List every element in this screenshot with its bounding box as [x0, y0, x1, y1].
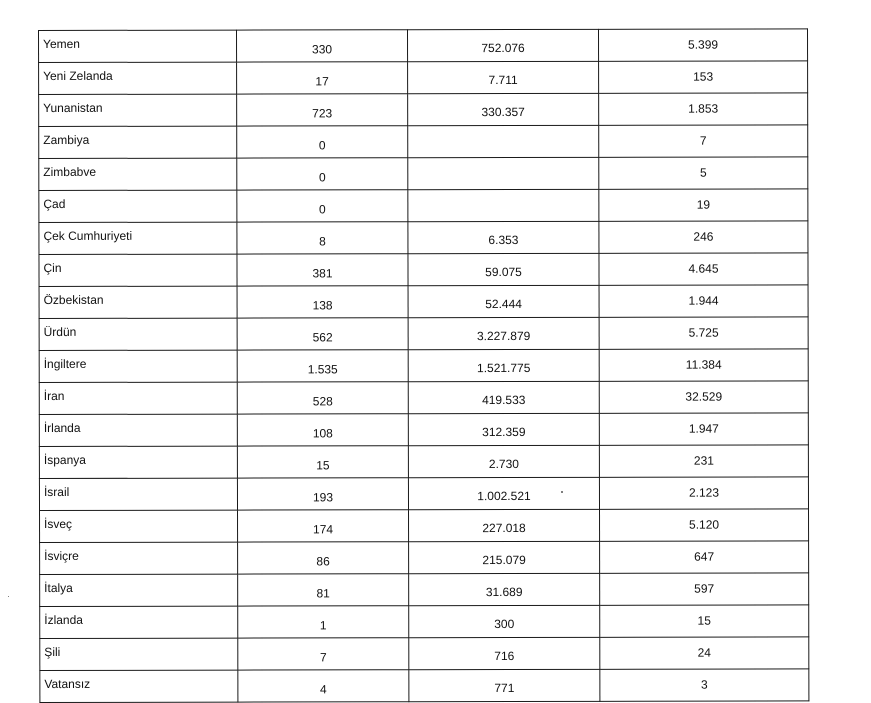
amount-cell: 59.075	[408, 253, 599, 285]
total-cell: 5.399	[598, 29, 807, 61]
table-row	[40, 637, 809, 671]
total-cell: 1.853	[599, 93, 808, 125]
country-cell: Şili	[40, 638, 238, 670]
total-cell: 1.944	[599, 285, 808, 317]
count-cell: 0	[237, 126, 408, 158]
total-cell: 3	[600, 669, 809, 701]
country-cell: İrlanda	[39, 414, 237, 446]
count-cell: 81	[238, 574, 409, 606]
table-row	[39, 349, 808, 383]
amount-cell: 330.357	[408, 93, 599, 125]
amount-cell: 312.359	[408, 413, 599, 445]
total-cell: 5	[599, 157, 808, 189]
amount-cell: 227.018	[409, 509, 600, 541]
scan-speck	[599, 644, 600, 645]
total-cell: 24	[600, 637, 809, 669]
table-row	[39, 253, 808, 287]
total-cell: 2.123	[599, 477, 808, 509]
amount-cell	[408, 125, 599, 157]
total-cell: 19	[599, 189, 808, 221]
country-cell: İsviçre	[40, 542, 238, 574]
table-row	[39, 381, 808, 415]
country-cell: İsveç	[40, 510, 238, 542]
table-row	[39, 61, 808, 95]
total-cell: 5.725	[599, 317, 808, 349]
table-row	[39, 29, 808, 63]
total-cell: 1.947	[599, 413, 808, 445]
count-cell: 108	[237, 414, 408, 446]
total-cell: 597	[600, 573, 809, 605]
amount-cell: 31.689	[409, 573, 600, 605]
scan-speck	[561, 491, 563, 493]
country-cell: Çin	[39, 254, 237, 286]
amount-cell: 3.227.879	[408, 317, 599, 349]
table-row	[39, 189, 808, 223]
table-row	[39, 317, 808, 351]
country-cell: Özbekistan	[39, 286, 237, 318]
table-row	[40, 669, 809, 703]
count-cell: 562	[237, 318, 408, 350]
total-cell: 7	[599, 125, 808, 157]
country-cell: Yemen	[39, 30, 237, 62]
count-cell: 1.535	[237, 350, 408, 382]
amount-cell: 771	[409, 669, 600, 701]
count-cell: 193	[237, 478, 408, 510]
count-cell: 17	[237, 62, 408, 94]
total-cell: 153	[599, 61, 808, 93]
country-cell: İzlanda	[40, 606, 238, 638]
amount-cell: 300	[409, 605, 600, 637]
count-cell: 0	[237, 158, 408, 190]
country-cell: İngiltere	[39, 350, 237, 382]
amount-cell: 6.353	[408, 221, 599, 253]
table-row	[39, 157, 808, 191]
amount-cell: 215.079	[409, 541, 600, 573]
country-cell: Ürdün	[39, 318, 237, 350]
table-row	[39, 477, 808, 511]
table-row	[40, 605, 809, 639]
count-cell: 330	[237, 30, 408, 62]
country-cell: İran	[39, 382, 237, 414]
amount-cell: 2.730	[408, 445, 599, 477]
count-cell: 1	[238, 606, 409, 638]
table-row	[40, 573, 809, 607]
country-cell: Vatansız	[40, 670, 238, 702]
amount-cell	[408, 189, 599, 221]
total-cell: 32.529	[599, 381, 808, 413]
country-cell: İsrail	[39, 478, 237, 510]
table-row	[39, 93, 808, 127]
count-cell: 174	[238, 510, 409, 542]
count-cell: 528	[237, 382, 408, 414]
table-row	[40, 509, 809, 543]
count-cell: 15	[237, 446, 408, 478]
total-cell: 15	[600, 605, 809, 637]
total-cell: 11.384	[599, 349, 808, 381]
count-cell: 4	[238, 670, 409, 702]
table-row	[39, 445, 808, 479]
table-row	[39, 125, 808, 159]
amount-cell: 419.533	[408, 381, 599, 413]
count-cell: 381	[237, 254, 408, 286]
country-cell: İspanya	[39, 446, 237, 478]
table-row	[40, 541, 809, 575]
country-cell: Zimbabve	[39, 158, 237, 190]
amount-cell: 1.002.521	[408, 477, 599, 509]
amount-cell	[408, 157, 599, 189]
scan-speck	[8, 596, 9, 597]
count-cell: 7	[238, 638, 409, 670]
table-row	[39, 413, 808, 447]
total-cell: 231	[599, 445, 808, 477]
amount-cell: 7.711	[408, 61, 599, 93]
table-body	[39, 29, 809, 703]
country-cell: Zambiya	[39, 126, 237, 158]
count-cell: 0	[237, 190, 408, 222]
amount-cell: 752.076	[408, 29, 599, 61]
amount-cell: 716	[409, 637, 600, 669]
amount-cell: 52.444	[408, 285, 599, 317]
country-statistics-table	[38, 28, 809, 703]
total-cell: 246	[599, 221, 808, 253]
total-cell: 647	[600, 541, 809, 573]
table-row	[39, 285, 808, 319]
total-cell: 4.645	[599, 253, 808, 285]
table-row	[39, 221, 808, 255]
total-cell: 5.120	[600, 509, 809, 541]
count-cell: 86	[238, 542, 409, 574]
country-cell: Yeni Zelanda	[39, 62, 237, 94]
country-cell: İtalya	[40, 574, 238, 606]
count-cell: 8	[237, 222, 408, 254]
count-cell: 138	[237, 286, 408, 318]
country-cell: Yunanistan	[39, 94, 237, 126]
country-cell: Çad	[39, 190, 237, 222]
country-cell: Çek Cumhuriyeti	[39, 222, 237, 254]
amount-cell: 1.521.775	[408, 349, 599, 381]
count-cell: 723	[237, 94, 408, 126]
